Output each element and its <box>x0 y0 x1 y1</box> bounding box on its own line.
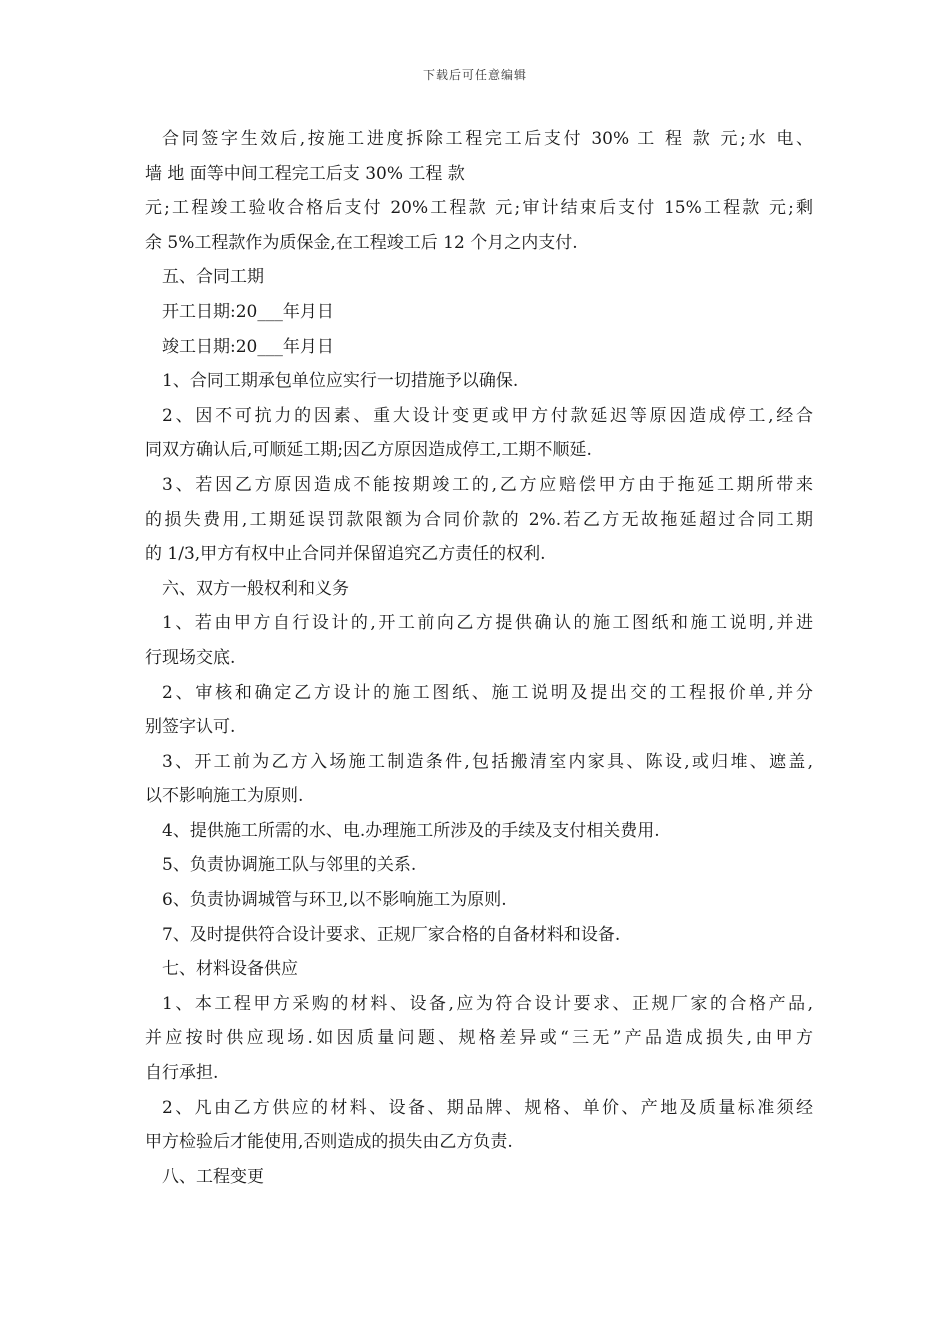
paragraph-line: 开工日期:20___年月日 <box>162 301 334 322</box>
paragraph-line: 别签字认可. <box>145 717 236 738</box>
section-heading: 七、材料设备供应 <box>162 959 298 980</box>
paragraph-line: 3、若因乙方原因造成不能按期竣工的,乙方应赔偿甲方由于拖延工期所带来 <box>162 474 813 495</box>
paragraph-line: 甲方检验后才能使用,否则造成的损失由乙方负责. <box>145 1132 513 1153</box>
paragraph-line: 余 5%工程款作为质保金,在工程竣工后 12 个月之内支付. <box>145 232 578 253</box>
paragraph-line: 竣工日期:20___年月日 <box>162 336 334 357</box>
paragraph-line: 1、若由甲方自行设计的,开工前向乙方提供确认的施工图纸和施工说明,并进 <box>162 613 813 634</box>
paragraph-line: 行现场交底. <box>145 647 236 668</box>
paragraph-line: 5、负责协调施工队与邻里的关系. <box>162 855 417 876</box>
paragraph-line: 墙 地 面等中间工程完工后支 30% 工程 款 <box>145 163 465 184</box>
paragraph-line: 的损失费用,工期延误罚款限额为合同价款的 2%.若乙方无故拖延超过合同工期 <box>145 509 813 530</box>
paragraph-line: 元;工程竣工验收合格后支付 20%工程款 元;审计结束后支付 15%工程款 元;剩 <box>145 198 813 219</box>
paragraph-line: 同双方确认后,可顺延工期;因乙方原因造成停工,工期不顺延. <box>145 440 592 461</box>
section-heading: 六、双方一般权利和义务 <box>162 578 349 599</box>
paragraph-line: 3、开工前为乙方入场施工制造条件,包括搬清室内家具、陈设,或归堆、遮盖, <box>162 751 813 772</box>
paragraph-line: 2、因不可抗力的因素、重大设计变更或甲方付款延迟等原因造成停工,经合 <box>162 405 813 426</box>
section-heading: 八、工程变更 <box>162 1166 264 1187</box>
paragraph-line: 2、凡由乙方供应的材料、设备、期品牌、规格、单价、产地及质量标准须经 <box>162 1097 813 1118</box>
paragraph-line: 7、及时提供符合设计要求、正规厂家合格的自备材料和设备. <box>162 924 621 945</box>
paragraph-line: 1、合同工期承包单位应实行一切措施予以确保. <box>162 371 519 392</box>
paragraph-line: 并应按时供应现场.如因质量问题、规格差异或“三无”产品造成损失,由甲方 <box>145 1028 813 1049</box>
document-body <box>145 122 813 1194</box>
section-heading: 五、合同工期 <box>162 267 264 288</box>
paragraph-line: 自行承担. <box>145 1063 219 1084</box>
page-header: 下载后可任意编辑 <box>422 68 527 82</box>
paragraph-line: 以不影响施工为原则. <box>145 786 304 807</box>
paragraph-line: 的 1/3,甲方有权中止合同并保留追究乙方责任的权利. <box>145 544 546 565</box>
paragraph-line: 2、审核和确定乙方设计的施工图纸、施工说明及提出交的工程报价单,并分 <box>162 682 813 703</box>
paragraph-line: 4、提供施工所需的水、电.办理施工所涉及的手续及支付相关费用. <box>162 820 660 841</box>
paragraph-line: 1、本工程甲方采购的材料、设备,应为符合设计要求、正规厂家的合格产品, <box>162 993 813 1014</box>
paragraph-line: 6、负责协调城管与环卫,以不影响施工为原则. <box>162 890 507 911</box>
paragraph-line: 合同签字生效后,按施工进度拆除工程完工后支付 30% 工 程 款 元;水 电、 <box>162 129 813 149</box>
